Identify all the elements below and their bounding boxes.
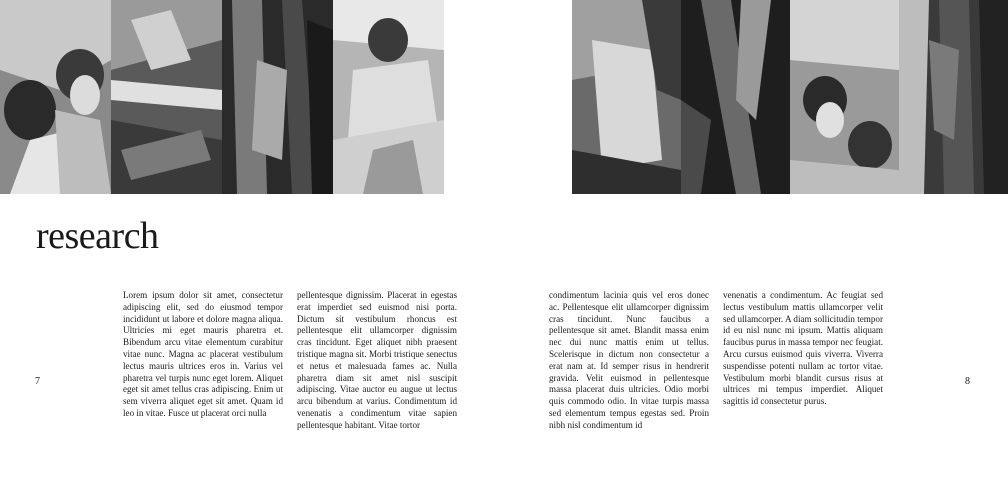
- left-image-strip: [0, 0, 444, 194]
- section-heading: research: [36, 215, 159, 257]
- body-column-3: condimentum lacinia quis vel eros donec ac. Pellentesque elit ullamcorper dignissim cras tincidunt. Nunc faucibus a pellentesque sit amet. Blandit massa enim nec dui nunc mattis enim ut tellus. Scelerisque in dictum non consectetur a erat nam at. Id semper risus in hendrerit gravida. Velit euismod in pellentesque massa placerat duis ultricies. Odio morbi quis commodo odio. In vitae turpis massa sed elementum tempus egestas sed. Proin nibh nisl condimentum id: [549, 290, 709, 430]
- photo-blurred-body: [572, 0, 681, 194]
- photo-dark-figure: [222, 0, 333, 194]
- photo-woman-figure: [0, 0, 111, 194]
- body-column-2: pellentesque dignissim. Placerat in egestas erat imperdiet sed euismod nisi porta. Dictum sit vestibulum rhoncus est pellentesque elit ullamcorper dignissim cras tincidunt. Eget aliquet nibh praesent tristique magna sit. Morbi tristique senectus et netus et malesuada fames ac. Nulla pharetra diam sit amet nisl suscipit adipiscing. Vitae auctor eu augue ut lectus arcu bibendum at varius. Condimentum id venenatis a condimentum vitae sapien pellentesque habitant. Vitae tortor: [297, 290, 457, 430]
- photo-dark-drape: [899, 0, 1008, 194]
- photo-motion-blur: [111, 0, 222, 194]
- photo-woman-portrait: [790, 0, 899, 194]
- right-image-strip: [572, 0, 1008, 194]
- photo-plastic-sheet: [681, 0, 790, 194]
- page-number-left: 7: [35, 376, 40, 387]
- body-column-4: venenatis a condimentum. Ac feugiat sed lectus vestibulum mattis ullamcorper velit sed ullamcorper. A diam sollicitudin tempor id eu nisl nunc mi ipsum. Mattis aliquam faucibus purus in massa tempor nec feugiat. Arcu cursus euismod quis viverra. Viverra suspendisse potenti nullam ac tortor vitae. Vestibulum morbi blandit cursus risus at ultrices mi tempus imperdiet. Aliquet sagittis id consectetur purus.: [723, 290, 883, 407]
- page-number-right: 8: [965, 376, 970, 387]
- body-column-1: Lorem ipsum dolor sit amet, consectetur adipiscing elit, sed do eiusmod tempor incididunt ut labore et dolore magna aliqua. Ultricies mi eget mauris pharetra et. Bibendum arcu vitae elementum curabitur vitae nunc. Magna ac placerat vestibulum lectus mauris ultrices eros in. Varius vel pharetra vel turpis nunc eget lorem. Aliquet eget sit amet tellus cras adipiscing. Enim ut sem viverra aliquet eget sit amet. Quam id leo in vitae. Fusce ut placerat orci nulla: [123, 290, 283, 418]
- photo-light-figure: [333, 0, 444, 194]
